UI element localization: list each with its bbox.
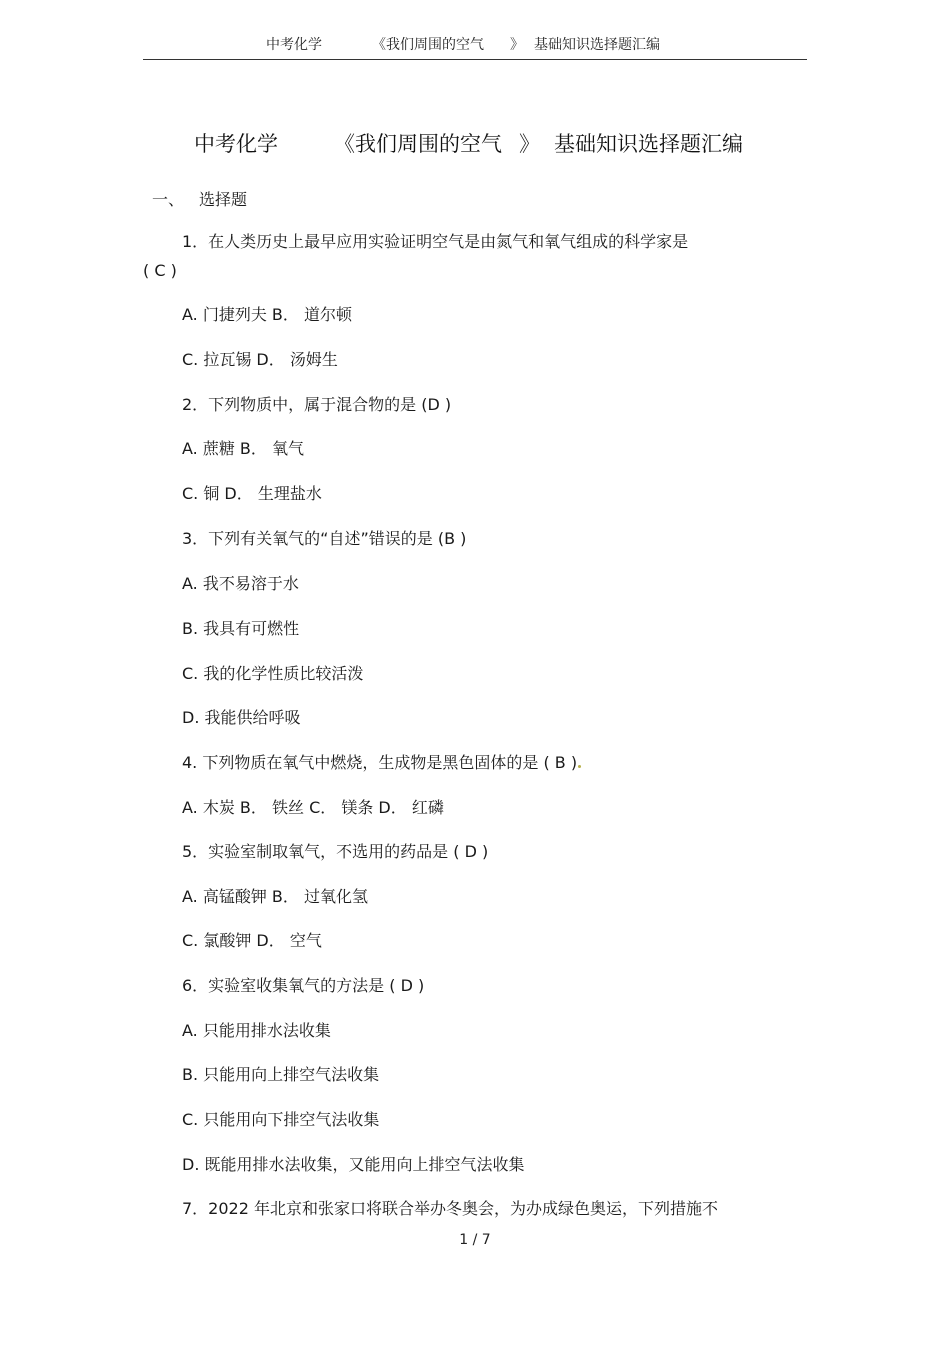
q2-stem: 2．下列物质中，属于混合物的是 (D )	[182, 395, 452, 414]
q3-option-a: A. 我不易溶于水	[182, 574, 299, 593]
q6-option-c: C. 只能用向下排空气法收集	[182, 1110, 380, 1129]
section-label: 选择题	[199, 190, 248, 209]
q6-option-b: B. 只能用向上排空气法收集	[182, 1065, 380, 1084]
header-part-3: 》	[510, 37, 524, 53]
q4-stem: 4. 下列物质在氧气中燃烧，生成物是黑色固体的是 ( B )	[182, 753, 578, 772]
page-number: 1 / 7	[459, 1232, 491, 1248]
stray-mark	[578, 765, 581, 768]
title-part-1: 中考化学	[194, 132, 278, 156]
header-part-1: 中考化学	[266, 37, 322, 53]
q7-stem: 7．2022 年北京和张家口将联合举办冬奥会，为办成绿色奥运，下列措施不	[182, 1199, 718, 1218]
q1-answer: ( C )	[143, 261, 177, 280]
header-part-4: 基础知识选择题汇编	[534, 37, 660, 53]
q3-option-b: B. 我具有可燃性	[182, 619, 300, 638]
header-rule	[143, 59, 807, 60]
q5-stem: 5．实验室制取氧气，不选用的药品是 ( D )	[182, 842, 489, 861]
q3-stem: 3．下列有关氧气的“自述”错误的是 (B )	[182, 529, 467, 548]
q6-stem: 6．实验室收集氧气的方法是 ( D )	[182, 976, 425, 995]
title-part-4: 基础知识选择题汇编	[554, 132, 743, 156]
q3-option-c: C. 我的化学性质比较活泼	[182, 664, 364, 683]
title-part-2: 《我们周围的空气	[334, 132, 502, 156]
q1-options-ab: A. 门捷列夫 B． 道尔顿	[182, 305, 352, 324]
q6-option-a: A. 只能用排水法收集	[182, 1021, 331, 1040]
q3-option-d: D. 我能供给呼吸	[182, 708, 301, 727]
title-part-3: 》	[519, 132, 540, 156]
q5-options-cd: C. 氯酸钾 D． 空气	[182, 931, 322, 950]
q4-options: A. 木炭 B． 铁丝 C． 镁条 D． 红磷	[182, 798, 444, 817]
section-number: 一、	[152, 190, 185, 209]
q4-line	[182, 753, 581, 773]
q2-options-ab: A. 蔗糖 B． 氧气	[182, 439, 304, 458]
q1-options-cd: C. 拉瓦锡 D． 汤姆生	[182, 350, 338, 369]
q5-options-ab: A. 高锰酸钾 B． 过氧化氢	[182, 887, 368, 906]
header-part-2: 《我们周围的空气	[372, 37, 484, 53]
q1-stem: 1．在人类历史上最早应用实验证明空气是由氮气和氧气组成的科学家是	[182, 232, 689, 251]
q2-options-cd: C. 铜 D． 生理盐水	[182, 484, 322, 503]
q6-option-d: D. 既能用排水法收集，又能用向上排空气法收集	[182, 1155, 525, 1174]
